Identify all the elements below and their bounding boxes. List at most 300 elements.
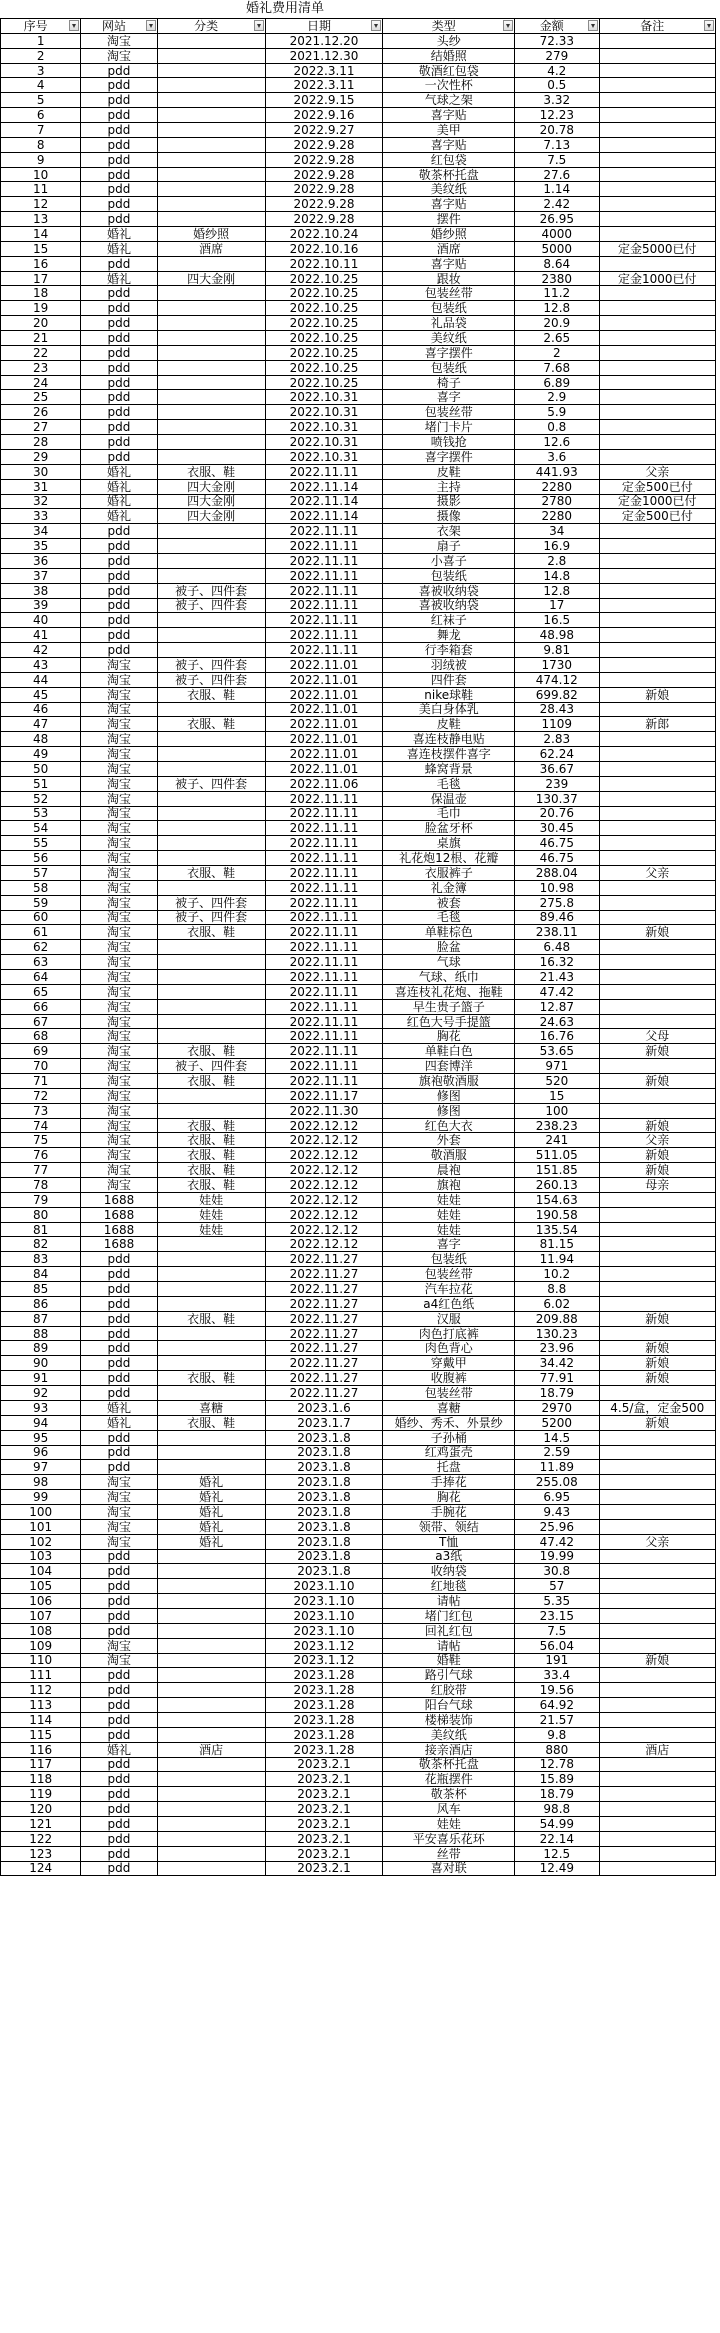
cell-amount[interactable]: 2.9 (515, 390, 600, 405)
cell-type[interactable]: 堵门红包 (383, 1608, 515, 1623)
cell-no[interactable]: 88 (1, 1326, 81, 1341)
cell-no[interactable]: 5 (1, 93, 81, 108)
cell-amount[interactable]: 28.43 (515, 702, 600, 717)
cell-date[interactable]: 2022.11.11 (265, 925, 383, 940)
cell-site[interactable]: 淘宝 (81, 1074, 157, 1089)
cell-amount[interactable]: 3.32 (515, 93, 600, 108)
cell-date[interactable]: 2022.11.11 (265, 1074, 383, 1089)
cell-type[interactable]: 修图 (383, 1088, 515, 1103)
cell-amount[interactable]: 27.6 (515, 167, 600, 182)
cell-category[interactable]: 被子、四件套 (157, 657, 265, 672)
cell-type[interactable]: 喜字摆件 (383, 345, 515, 360)
cell-no[interactable]: 106 (1, 1594, 81, 1609)
cell-note[interactable] (599, 331, 715, 346)
cell-note[interactable] (599, 1608, 715, 1623)
cell-amount[interactable]: 64.92 (515, 1698, 600, 1713)
cell-note[interactable] (599, 553, 715, 568)
cell-amount[interactable]: 8.64 (515, 256, 600, 271)
cell-no[interactable]: 109 (1, 1638, 81, 1653)
cell-site[interactable]: pdd (81, 435, 157, 450)
cell-site[interactable]: 淘宝 (81, 732, 157, 747)
cell-site[interactable]: pdd (81, 583, 157, 598)
cell-date[interactable]: 2022.11.27 (265, 1282, 383, 1297)
cell-note[interactable] (599, 1267, 715, 1282)
cell-note[interactable] (599, 1445, 715, 1460)
cell-date[interactable]: 2022.12.12 (265, 1207, 383, 1222)
cell-type[interactable]: 收纳袋 (383, 1564, 515, 1579)
cell-type[interactable]: 喜字贴 (383, 197, 515, 212)
cell-category[interactable]: 婚礼 (157, 1504, 265, 1519)
cell-amount[interactable]: 2.65 (515, 331, 600, 346)
cell-amount[interactable]: 7.13 (515, 137, 600, 152)
cell-type[interactable]: 早生贵子篮子 (383, 999, 515, 1014)
cell-note[interactable] (599, 123, 715, 138)
cell-note[interactable] (599, 63, 715, 78)
cell-site[interactable]: 淘宝 (81, 48, 157, 63)
cell-no[interactable]: 4 (1, 78, 81, 93)
cell-date[interactable]: 2022.11.11 (265, 464, 383, 479)
cell-note[interactable] (599, 672, 715, 687)
cell-category[interactable] (157, 33, 265, 48)
cell-date[interactable]: 2022.10.25 (265, 271, 383, 286)
cell-type[interactable]: 四件套 (383, 672, 515, 687)
cell-amount[interactable]: 12.23 (515, 108, 600, 123)
cell-site[interactable]: pdd (81, 93, 157, 108)
cell-no[interactable]: 67 (1, 1014, 81, 1029)
cell-type[interactable]: 羽绒被 (383, 657, 515, 672)
cell-category[interactable]: 酒席 (157, 241, 265, 256)
cell-date[interactable]: 2022.10.25 (265, 316, 383, 331)
cell-type[interactable]: 外套 (383, 1133, 515, 1148)
cell-category[interactable]: 衣服、鞋 (157, 687, 265, 702)
cell-site[interactable]: pdd (81, 1698, 157, 1713)
cell-site[interactable]: pdd (81, 212, 157, 227)
cell-note[interactable]: 新郎 (599, 717, 715, 732)
cell-category[interactable] (157, 1698, 265, 1713)
cell-no[interactable]: 121 (1, 1816, 81, 1831)
cell-note[interactable] (599, 1103, 715, 1118)
cell-category[interactable]: 婚纱照 (157, 227, 265, 242)
cell-amount[interactable]: 2970 (515, 1400, 600, 1415)
cell-no[interactable]: 50 (1, 761, 81, 776)
cell-amount[interactable]: 81.15 (515, 1237, 600, 1252)
cell-category[interactable] (157, 1445, 265, 1460)
cell-category[interactable] (157, 1386, 265, 1401)
cell-date[interactable]: 2023.1.6 (265, 1400, 383, 1415)
cell-note[interactable]: 新娘 (599, 1356, 715, 1371)
cell-amount[interactable]: 10.2 (515, 1267, 600, 1282)
cell-type[interactable]: 娃娃 (383, 1816, 515, 1831)
cell-site[interactable]: 淘宝 (81, 806, 157, 821)
cell-amount[interactable]: 9.8 (515, 1727, 600, 1742)
cell-site[interactable]: 淘宝 (81, 1059, 157, 1074)
cell-type[interactable]: 椅子 (383, 375, 515, 390)
cell-no[interactable]: 36 (1, 553, 81, 568)
cell-amount[interactable]: 72.33 (515, 33, 600, 48)
cell-type[interactable]: 美甲 (383, 123, 515, 138)
cell-date[interactable]: 2023.1.8 (265, 1504, 383, 1519)
cell-note[interactable] (599, 836, 715, 851)
cell-site[interactable]: 淘宝 (81, 999, 157, 1014)
cell-date[interactable]: 2022.10.25 (265, 375, 383, 390)
cell-note[interactable] (599, 970, 715, 985)
cell-date[interactable]: 2022.10.25 (265, 345, 383, 360)
cell-date[interactable]: 2022.11.01 (265, 657, 383, 672)
cell-date[interactable]: 2022.10.25 (265, 360, 383, 375)
cell-amount[interactable]: 15 (515, 1088, 600, 1103)
cell-amount[interactable]: 18.79 (515, 1787, 600, 1802)
cell-amount[interactable]: 16.32 (515, 955, 600, 970)
cell-note[interactable] (599, 316, 715, 331)
cell-date[interactable]: 2022.11.11 (265, 613, 383, 628)
cell-note[interactable]: 新娘 (599, 1311, 715, 1326)
cell-no[interactable]: 71 (1, 1074, 81, 1089)
cell-type[interactable]: 手捧花 (383, 1475, 515, 1490)
cell-type[interactable]: 头纱 (383, 33, 515, 48)
cell-date[interactable]: 2022.11.30 (265, 1103, 383, 1118)
cell-site[interactable]: 婚礼 (81, 509, 157, 524)
cell-no[interactable]: 7 (1, 123, 81, 138)
cell-type[interactable]: 包装丝带 (383, 1386, 515, 1401)
cell-site[interactable]: pdd (81, 1267, 157, 1282)
cell-type[interactable]: 穿戴甲 (383, 1356, 515, 1371)
cell-no[interactable]: 58 (1, 880, 81, 895)
cell-category[interactable]: 衣服、鞋 (157, 1371, 265, 1386)
cell-date[interactable]: 2022.11.11 (265, 806, 383, 821)
cell-type[interactable]: 包装纸 (383, 301, 515, 316)
cell-note[interactable] (599, 137, 715, 152)
cell-note[interactable] (599, 435, 715, 450)
cell-note[interactable] (599, 1802, 715, 1817)
cell-note[interactable]: 定金500已付 (599, 509, 715, 524)
cell-no[interactable]: 2 (1, 48, 81, 63)
cell-category[interactable] (157, 999, 265, 1014)
cell-category[interactable] (157, 1014, 265, 1029)
cell-category[interactable] (157, 1088, 265, 1103)
cell-category[interactable] (157, 628, 265, 643)
cell-type[interactable]: 包装丝带 (383, 1267, 515, 1282)
cell-category[interactable] (157, 152, 265, 167)
cell-category[interactable]: 四大金刚 (157, 479, 265, 494)
cell-date[interactable]: 2022.11.11 (265, 524, 383, 539)
cell-site[interactable]: pdd (81, 152, 157, 167)
cell-amount[interactable]: 98.8 (515, 1802, 600, 1817)
cell-amount[interactable]: 2.8 (515, 553, 600, 568)
cell-date[interactable]: 2022.12.12 (265, 1118, 383, 1133)
cell-date[interactable]: 2022.11.06 (265, 776, 383, 791)
cell-amount[interactable]: 77.91 (515, 1371, 600, 1386)
cell-note[interactable] (599, 910, 715, 925)
cell-category[interactable] (157, 316, 265, 331)
cell-no[interactable]: 61 (1, 925, 81, 940)
cell-site[interactable]: pdd (81, 1594, 157, 1609)
cell-type[interactable]: T恤 (383, 1534, 515, 1549)
cell-no[interactable]: 115 (1, 1727, 81, 1742)
cell-date[interactable]: 2022.11.27 (265, 1252, 383, 1267)
cell-no[interactable]: 68 (1, 1029, 81, 1044)
cell-note[interactable] (599, 1712, 715, 1727)
cell-amount[interactable]: 53.65 (515, 1044, 600, 1059)
cell-category[interactable] (157, 78, 265, 93)
cell-date[interactable]: 2022.3.11 (265, 63, 383, 78)
cell-note[interactable] (599, 1638, 715, 1653)
cell-amount[interactable]: 34.42 (515, 1356, 600, 1371)
cell-site[interactable]: 婚礼 (81, 271, 157, 286)
cell-category[interactable] (157, 1772, 265, 1787)
cell-site[interactable]: 1688 (81, 1207, 157, 1222)
cell-date[interactable]: 2021.12.30 (265, 48, 383, 63)
cell-site[interactable]: 淘宝 (81, 33, 157, 48)
cell-date[interactable]: 2022.9.28 (265, 167, 383, 182)
cell-site[interactable]: 淘宝 (81, 791, 157, 806)
cell-no[interactable]: 101 (1, 1519, 81, 1534)
cell-note[interactable]: 新娘 (599, 1163, 715, 1178)
cell-note[interactable] (599, 1430, 715, 1445)
cell-amount[interactable]: 20.78 (515, 123, 600, 138)
cell-type[interactable]: 平安喜乐花环 (383, 1831, 515, 1846)
cell-note[interactable]: 新娘 (599, 687, 715, 702)
cell-type[interactable]: 结婚照 (383, 48, 515, 63)
cell-type[interactable]: 礼金簿 (383, 880, 515, 895)
cell-type[interactable]: 包装纸 (383, 1252, 515, 1267)
cell-date[interactable]: 2022.11.11 (265, 1029, 383, 1044)
cell-date[interactable]: 2022.10.25 (265, 331, 383, 346)
cell-date[interactable]: 2023.2.1 (265, 1816, 383, 1831)
cell-date[interactable]: 2022.11.27 (265, 1356, 383, 1371)
cell-note[interactable] (599, 227, 715, 242)
cell-amount[interactable]: 46.75 (515, 851, 600, 866)
cell-date[interactable]: 2022.11.11 (265, 1014, 383, 1029)
cell-amount[interactable]: 15.89 (515, 1772, 600, 1787)
cell-date[interactable]: 2023.1.28 (265, 1727, 383, 1742)
cell-date[interactable]: 2023.1.8 (265, 1490, 383, 1505)
cell-site[interactable]: 婚礼 (81, 227, 157, 242)
cell-type[interactable]: 美纹纸 (383, 182, 515, 197)
cell-date[interactable]: 2022.11.14 (265, 479, 383, 494)
cell-type[interactable]: 气球之架 (383, 93, 515, 108)
cell-note[interactable]: 新娘 (599, 1118, 715, 1133)
cell-note[interactable] (599, 702, 715, 717)
cell-note[interactable] (599, 48, 715, 63)
cell-no[interactable]: 54 (1, 821, 81, 836)
cell-note[interactable]: 父亲 (599, 1534, 715, 1549)
cell-amount[interactable]: 100 (515, 1103, 600, 1118)
cell-note[interactable] (599, 1831, 715, 1846)
cell-note[interactable] (599, 167, 715, 182)
cell-category[interactable] (157, 1356, 265, 1371)
cell-site[interactable]: pdd (81, 1564, 157, 1579)
cell-type[interactable]: 风车 (383, 1802, 515, 1817)
cell-date[interactable]: 2022.11.11 (265, 970, 383, 985)
cell-note[interactable] (599, 761, 715, 776)
cell-note[interactable] (599, 1757, 715, 1772)
cell-no[interactable]: 30 (1, 464, 81, 479)
cell-date[interactable]: 2022.11.01 (265, 747, 383, 762)
cell-date[interactable]: 2022.9.27 (265, 123, 383, 138)
cell-category[interactable] (157, 1787, 265, 1802)
cell-type[interactable]: 修图 (383, 1103, 515, 1118)
cell-no[interactable]: 18 (1, 286, 81, 301)
cell-note[interactable] (599, 390, 715, 405)
cell-amount[interactable]: 34 (515, 524, 600, 539)
cell-no[interactable]: 14 (1, 227, 81, 242)
cell-site[interactable]: pdd (81, 301, 157, 316)
cell-type[interactable]: 娃娃 (383, 1192, 515, 1207)
cell-type[interactable]: 肉色背心 (383, 1341, 515, 1356)
cell-no[interactable]: 59 (1, 895, 81, 910)
cell-no[interactable]: 53 (1, 806, 81, 821)
cell-type[interactable]: 桌旗 (383, 836, 515, 851)
cell-category[interactable] (157, 1029, 265, 1044)
cell-no[interactable]: 10 (1, 167, 81, 182)
cell-type[interactable]: 跟妆 (383, 271, 515, 286)
cell-site[interactable]: pdd (81, 78, 157, 93)
cell-date[interactable]: 2023.1.8 (265, 1564, 383, 1579)
cell-no[interactable]: 31 (1, 479, 81, 494)
cell-no[interactable]: 110 (1, 1653, 81, 1668)
cell-date[interactable]: 2022.12.12 (265, 1222, 383, 1237)
cell-no[interactable]: 90 (1, 1356, 81, 1371)
cell-no[interactable]: 49 (1, 747, 81, 762)
cell-no[interactable]: 65 (1, 984, 81, 999)
cell-site[interactable]: pdd (81, 1549, 157, 1564)
cell-amount[interactable]: 288.04 (515, 865, 600, 880)
cell-amount[interactable]: 30.8 (515, 1564, 600, 1579)
cell-category[interactable] (157, 732, 265, 747)
cell-note[interactable] (599, 955, 715, 970)
cell-no[interactable]: 122 (1, 1831, 81, 1846)
cell-site[interactable]: pdd (81, 1787, 157, 1802)
cell-note[interactable]: 4.5/盒，定金500 (599, 1400, 715, 1415)
cell-no[interactable]: 124 (1, 1861, 81, 1876)
cell-category[interactable]: 衣服、鞋 (157, 717, 265, 732)
cell-amount[interactable]: 279 (515, 48, 600, 63)
cell-no[interactable]: 85 (1, 1282, 81, 1297)
cell-amount[interactable]: 520 (515, 1074, 600, 1089)
cell-type[interactable]: 喜被收纳袋 (383, 598, 515, 613)
cell-site[interactable]: 淘宝 (81, 925, 157, 940)
cell-site[interactable]: 1688 (81, 1222, 157, 1237)
cell-type[interactable]: 包装纸 (383, 360, 515, 375)
cell-no[interactable]: 16 (1, 256, 81, 271)
cell-note[interactable] (599, 1490, 715, 1505)
cell-site[interactable]: pdd (81, 1727, 157, 1742)
cell-date[interactable]: 2022.11.27 (265, 1341, 383, 1356)
cell-type[interactable]: 小喜子 (383, 553, 515, 568)
cell-no[interactable]: 11 (1, 182, 81, 197)
cell-amount[interactable]: 56.04 (515, 1638, 600, 1653)
cell-site[interactable]: 淘宝 (81, 1519, 157, 1534)
cell-note[interactable] (599, 1237, 715, 1252)
cell-note[interactable]: 酒店 (599, 1742, 715, 1757)
filter-dropdown-icon[interactable] (254, 20, 264, 31)
cell-type[interactable]: 脸盆 (383, 940, 515, 955)
cell-no[interactable]: 72 (1, 1088, 81, 1103)
cell-site[interactable]: 淘宝 (81, 955, 157, 970)
cell-category[interactable] (157, 1802, 265, 1817)
cell-type[interactable]: 敬茶杯托盘 (383, 167, 515, 182)
cell-category[interactable] (157, 301, 265, 316)
cell-category[interactable] (157, 1816, 265, 1831)
cell-note[interactable]: 母亲 (599, 1178, 715, 1193)
filter-dropdown-icon[interactable] (69, 20, 79, 31)
cell-site[interactable]: pdd (81, 137, 157, 152)
cell-type[interactable]: 衣架 (383, 524, 515, 539)
cell-site[interactable]: 淘宝 (81, 880, 157, 895)
cell-date[interactable]: 2022.10.25 (265, 301, 383, 316)
cell-no[interactable]: 119 (1, 1787, 81, 1802)
cell-no[interactable]: 73 (1, 1103, 81, 1118)
cell-date[interactable]: 2023.1.12 (265, 1638, 383, 1653)
filter-dropdown-icon[interactable] (371, 20, 381, 31)
cell-date[interactable]: 2022.9.15 (265, 93, 383, 108)
cell-date[interactable]: 2022.11.11 (265, 851, 383, 866)
cell-date[interactable]: 2023.1.10 (265, 1608, 383, 1623)
cell-amount[interactable]: 511.05 (515, 1148, 600, 1163)
cell-no[interactable]: 52 (1, 791, 81, 806)
cell-note[interactable] (599, 1861, 715, 1876)
cell-category[interactable] (157, 806, 265, 821)
cell-date[interactable]: 2022.11.27 (265, 1296, 383, 1311)
cell-no[interactable]: 81 (1, 1222, 81, 1237)
cell-type[interactable]: 阳台气球 (383, 1698, 515, 1713)
cell-site[interactable]: pdd (81, 1430, 157, 1445)
cell-note[interactable] (599, 420, 715, 435)
cell-date[interactable]: 2022.11.27 (265, 1311, 383, 1326)
cell-no[interactable]: 13 (1, 212, 81, 227)
cell-type[interactable]: 四套博洋 (383, 1059, 515, 1074)
cell-type[interactable]: 喜字贴 (383, 137, 515, 152)
cell-category[interactable]: 四大金刚 (157, 494, 265, 509)
cell-amount[interactable]: 12.6 (515, 435, 600, 450)
cell-amount[interactable]: 89.46 (515, 910, 600, 925)
cell-type[interactable]: 皮鞋 (383, 464, 515, 479)
cell-category[interactable] (157, 1757, 265, 1772)
cell-no[interactable]: 46 (1, 702, 81, 717)
cell-note[interactable] (599, 1504, 715, 1519)
cell-type[interactable]: 敬酒红包袋 (383, 63, 515, 78)
cell-site[interactable]: pdd (81, 1296, 157, 1311)
cell-site[interactable]: pdd (81, 405, 157, 420)
cell-amount[interactable]: 12.8 (515, 301, 600, 316)
cell-category[interactable] (157, 1653, 265, 1668)
cell-amount[interactable]: 30.45 (515, 821, 600, 836)
cell-site[interactable]: 淘宝 (81, 1475, 157, 1490)
cell-category[interactable] (157, 137, 265, 152)
cell-category[interactable] (157, 420, 265, 435)
cell-type[interactable]: 喜字贴 (383, 256, 515, 271)
cell-category[interactable]: 酒店 (157, 1742, 265, 1757)
cell-type[interactable]: 婚纱、秀禾、外景纱 (383, 1415, 515, 1430)
cell-note[interactable]: 新娘 (599, 1148, 715, 1163)
cell-category[interactable] (157, 539, 265, 554)
cell-amount[interactable]: 2380 (515, 271, 600, 286)
cell-amount[interactable]: 11.89 (515, 1460, 600, 1475)
cell-note[interactable] (599, 1192, 715, 1207)
cell-amount[interactable]: 0.5 (515, 78, 600, 93)
cell-site[interactable]: pdd (81, 420, 157, 435)
cell-note[interactable] (599, 1772, 715, 1787)
cell-no[interactable]: 66 (1, 999, 81, 1014)
cell-amount[interactable]: 17 (515, 598, 600, 613)
cell-no[interactable]: 15 (1, 241, 81, 256)
cell-note[interactable] (599, 1475, 715, 1490)
cell-category[interactable] (157, 390, 265, 405)
cell-note[interactable] (599, 1059, 715, 1074)
cell-date[interactable]: 2023.1.8 (265, 1430, 383, 1445)
cell-no[interactable]: 123 (1, 1846, 81, 1861)
cell-no[interactable]: 120 (1, 1802, 81, 1817)
